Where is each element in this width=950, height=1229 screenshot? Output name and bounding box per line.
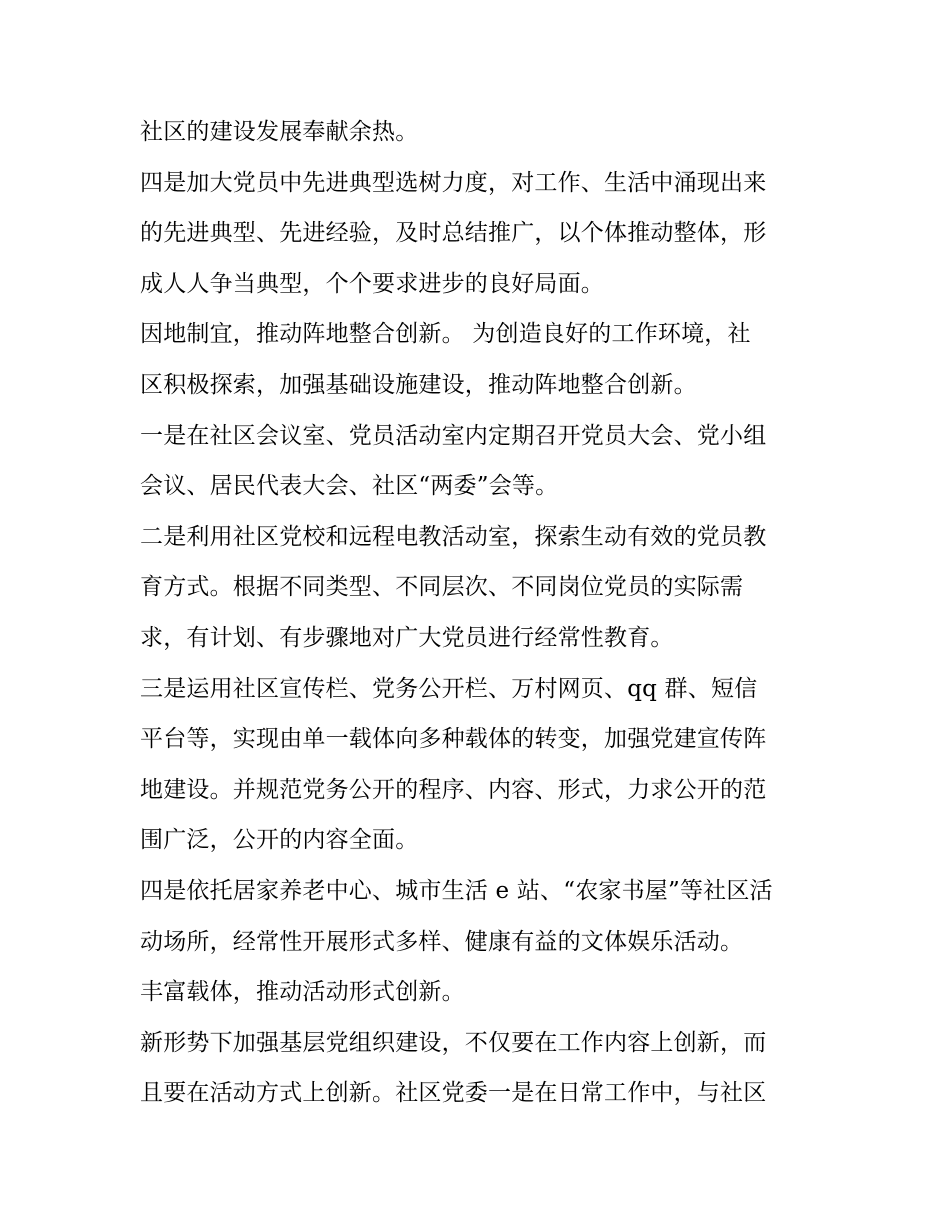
text-line: 会议、居民代表大会、社区“两委”会等。	[140, 473, 559, 500]
text-line: 三是运用社区宣传栏、党务公开栏、万村网页、qq 群、短信	[140, 675, 758, 702]
text-line: 区积极探索，加强基础设施建设，推动阵地整合创新。	[140, 371, 697, 398]
text-line: 的先进典型、先进经验，及时总结推广，以个体推动整体，形	[140, 220, 767, 247]
text-line: 育方式。根据不同类型、不同层次、不同岗位党员的实际需	[140, 574, 744, 601]
text-line: 围广泛，公开的内容全面。	[140, 827, 419, 854]
section-heading-line: 丰富载体，推动活动形式创新。	[140, 979, 465, 1006]
text-line: 四是依托居家养老中心、城市生活 e 站、“农家书屋”等社区活	[140, 877, 773, 904]
text-line: 地建设。并规范党务公开的程序、内容、形式，力求公开的范	[140, 776, 767, 803]
text-line: 四是加大党员中先进典型选树力度，对工作、生活中涌现出来	[140, 169, 767, 196]
text-line: 动场所，经常性开展形式多样、健康有益的文体娱乐活动。	[140, 928, 744, 955]
text-line: 二是利用社区党校和远程电教活动室，探索生动有效的党员教	[140, 523, 767, 550]
document-body	[140, 107, 820, 1119]
text-line: 一是在社区会议室、党员活动室内定期召开党员大会、党小组	[140, 422, 767, 449]
text-line: 且要在活动方式上创新。社区党委一是在日常工作中，与社区	[140, 1080, 767, 1107]
text-line: 求，有计划、有步骤地对广大党员进行经常性教育。	[140, 624, 674, 651]
text-line: 新形势下加强基层党组织建设，不仅要在工作内容上创新，而	[140, 1029, 767, 1056]
text-line: 社区的建设发展奉献余热。	[140, 119, 419, 145]
text-line: 成人人争当典型，个个要求进步的良好局面。	[140, 270, 604, 297]
text-line: 平台等，实现由单一载体向多种载体的转变，加强党建宣传阵	[140, 726, 767, 753]
section-heading-line: 因地制宜，推动阵地整合创新。 为创造良好的工作环境，社	[140, 321, 751, 348]
